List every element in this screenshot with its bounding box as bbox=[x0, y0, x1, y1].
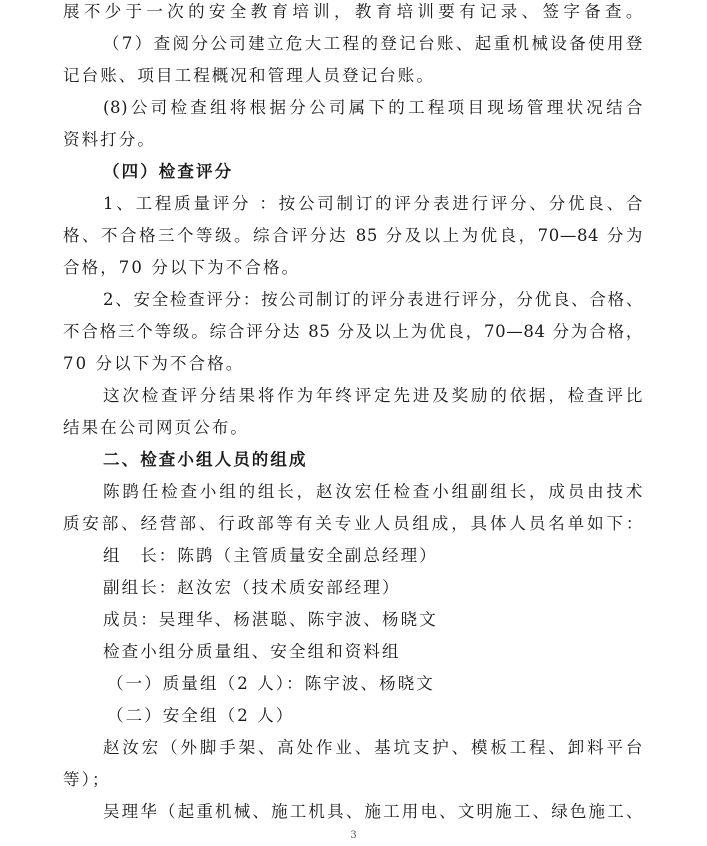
paragraph-line: 70 分以下为不合格。 bbox=[63, 354, 245, 373]
paragraph-line: 2、安全检查评分：按公司制订的评分表进行评分，分优良、合格、 bbox=[103, 290, 643, 309]
paragraph-line: 合格，70 分以下为不合格。 bbox=[63, 258, 301, 277]
section-heading: （四）检查评分 bbox=[103, 162, 234, 181]
paragraph-line: 吴理华（起重机械、施工机具、施工用电、文明施工、绿色施工、 bbox=[103, 802, 643, 821]
paragraph-line: 展不少于一次的安全教育培训，教育培训要有记录、签字备查。 bbox=[63, 2, 643, 21]
quality-group-line: （一）质量组（2 人）：陈宇波、杨晓文 bbox=[107, 674, 435, 693]
paragraph-line: 等）； bbox=[63, 770, 111, 789]
paragraph-line: 格、不合格三个等级。综合评分达 85 分及以上为优良，70—84 分为 bbox=[63, 226, 643, 245]
paragraph-line: 检查小组分质量组、安全组和资料组 bbox=[103, 642, 401, 661]
paragraph-line: 1、工程质量评分 ：按公司制订的评分表进行评分、分优良、合 bbox=[103, 194, 643, 213]
members-line: 成员：吴理华、杨湛聪、陈宇波、杨晓文 bbox=[103, 610, 438, 629]
paragraph-line: 赵汝宏（外脚手架、高处作业、基坑支护、模板工程、卸料平台 bbox=[103, 738, 643, 757]
deputy-leader-line: 副组长：赵汝宏（技术质安部经理） bbox=[103, 578, 401, 597]
paragraph-line: 记台账、项目工程概况和管理人员登记台账。 bbox=[63, 66, 435, 85]
paragraph-line: 陈鹍任检查小组的组长，赵汝宏任检查小组副组长，成员由技术 bbox=[103, 482, 643, 501]
section-heading: 二、检查小组人员的组成 bbox=[103, 450, 308, 469]
paragraph-line: 资料打分。 bbox=[63, 130, 156, 149]
group-leader-line: 组 长：陈鹍（主管质量安全副总经理） bbox=[103, 546, 438, 565]
paragraph-line: （7）查阅分公司建立危大工程的登记台账、起重机械设备使用登 bbox=[103, 34, 643, 53]
safety-group-line: （二）安全组（2 人） bbox=[107, 706, 295, 725]
page-number: 3 bbox=[350, 830, 357, 841]
paragraph-line: 质安部、经营部、行政部等有关专业人员组成，具体人员名单如下： bbox=[63, 514, 643, 533]
paragraph-line: 这次检查评分结果将作为年终评定先进及奖励的依据，检查评比 bbox=[103, 386, 643, 405]
paragraph-line: 不合格三个等级。综合评分达 85 分及以上为优良，70—84 分为合格， bbox=[63, 322, 643, 341]
paragraph-line: (8)公司检查组将根据分公司属下的工程项目现场管理状况结合 bbox=[103, 98, 643, 117]
paragraph-line: 结果在公司网页公布。 bbox=[63, 418, 249, 437]
